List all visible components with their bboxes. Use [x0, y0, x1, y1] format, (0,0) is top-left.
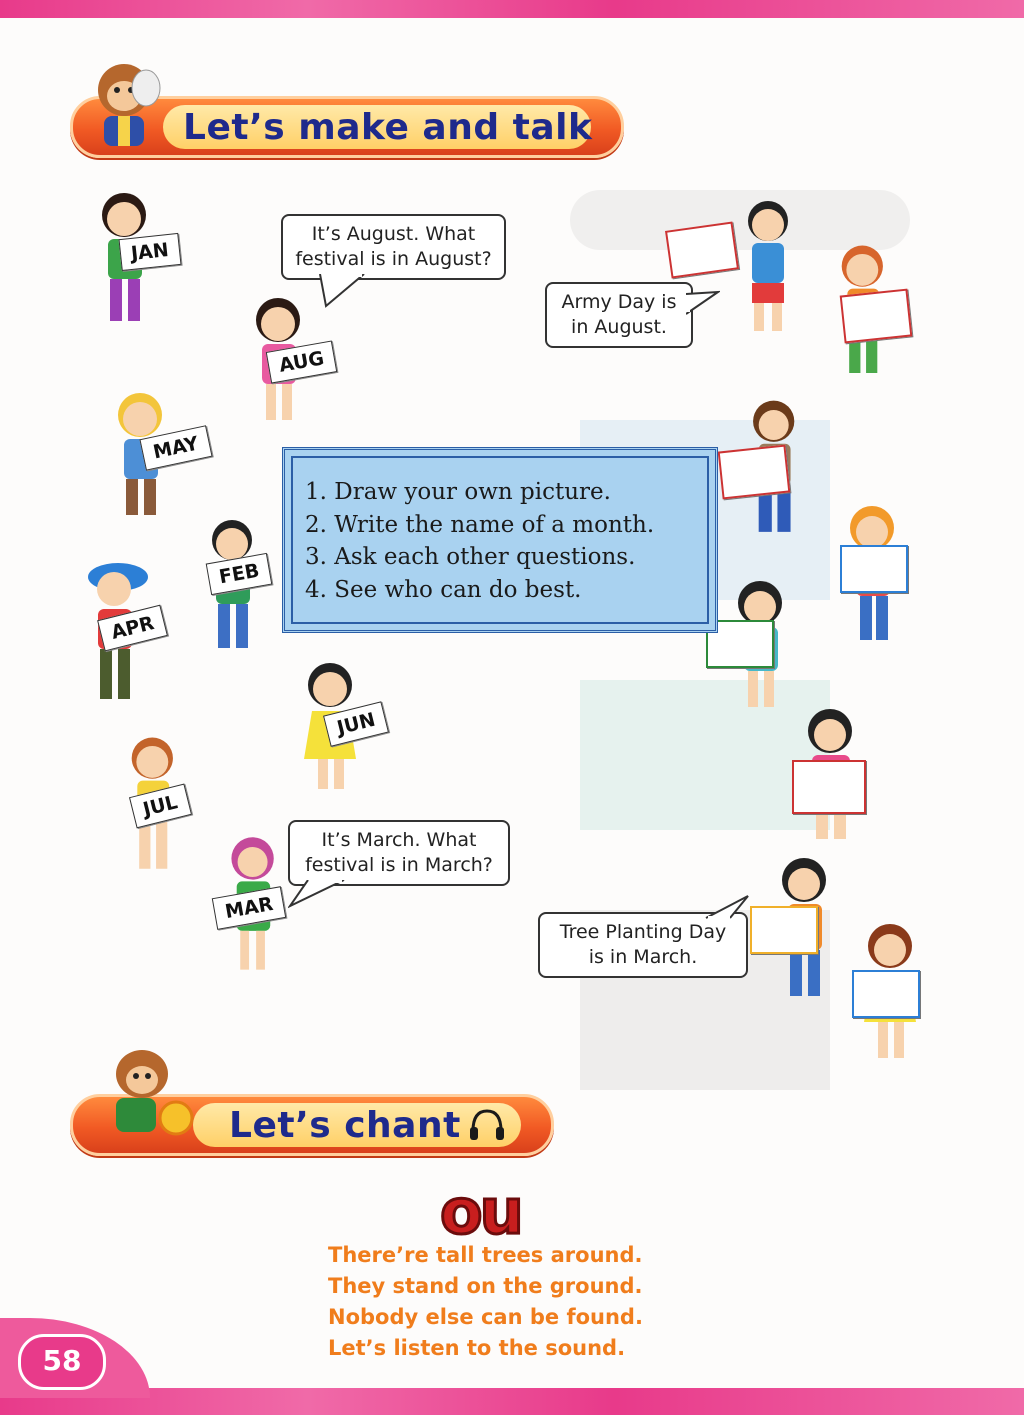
headphones-icon[interactable]	[469, 1109, 505, 1141]
instruction-item: 3. Ask each other questions.	[305, 544, 636, 570]
instructions-box	[282, 447, 718, 633]
drawing-card-image	[852, 970, 920, 1018]
bubble-line: in August.	[571, 316, 667, 338]
instruction-item: 2. Write the name of a month.	[305, 511, 655, 538]
chant-line: Nobody else can be found.	[328, 1305, 643, 1329]
section-title-chant: Let’s chant	[229, 1105, 461, 1146]
page-number: 58	[18, 1334, 106, 1390]
monkey-mascot-icon	[88, 50, 168, 150]
chant-lines	[328, 1240, 643, 1364]
speech-bubble-tree-planting	[538, 912, 748, 978]
speech-bubble-august-question	[281, 214, 506, 280]
drawing-card-image	[750, 906, 818, 954]
month-sign-jun: JUN	[323, 701, 389, 747]
month-sign-apr: APR	[97, 605, 168, 652]
chant-line: There’re tall trees around.	[328, 1243, 643, 1267]
bottom-border-band	[0, 1388, 1024, 1415]
bubble-line: Army Day is	[561, 291, 677, 313]
bubble-line: festival is in August?	[295, 248, 492, 270]
bubble-line: festival is in March?	[305, 854, 493, 876]
chant-line: Let’s listen to the sound.	[328, 1336, 626, 1360]
bubble-line: It’s March. What	[321, 829, 477, 851]
monkey-mascot-icon	[90, 1038, 200, 1148]
month-sign-mar: MAR	[212, 886, 287, 930]
section-title-make-and-talk: Let’s make and talk	[183, 107, 593, 148]
chant-line: They stand on the ground.	[328, 1274, 643, 1298]
drawing-card-image	[718, 445, 791, 500]
bubble-tail	[686, 290, 720, 320]
phonics-letters: ou	[440, 1175, 521, 1248]
drawing-card-image	[840, 545, 908, 593]
drawing-card-image	[792, 760, 866, 814]
drawing-card-image	[665, 222, 739, 279]
drawing-card-image	[840, 289, 913, 344]
instruction-item: 1. Draw your own picture.	[305, 479, 611, 505]
boy-figure-army-day	[722, 195, 812, 345]
speech-bubble-march-question	[288, 820, 510, 886]
bubble-line: It’s August. What	[311, 223, 476, 245]
month-sign-jan: JAN	[118, 233, 181, 271]
bubble-line: is in March.	[588, 946, 698, 968]
bubble-tail	[288, 880, 348, 910]
instruction-item: 4. See who can do best.	[305, 576, 582, 603]
month-sign-jul: JUL	[129, 784, 192, 829]
speech-bubble-army-day	[545, 282, 693, 348]
bubble-tail	[700, 894, 750, 920]
month-sign-aug: AUG	[266, 340, 338, 383]
bubble-line: Tree Planting Day	[559, 921, 727, 943]
instructions-list	[305, 476, 654, 606]
month-sign-may: MAY	[139, 425, 212, 470]
month-sign-feb: FEB	[206, 553, 273, 595]
bubble-tail	[318, 274, 368, 308]
top-border-band	[0, 0, 1024, 18]
